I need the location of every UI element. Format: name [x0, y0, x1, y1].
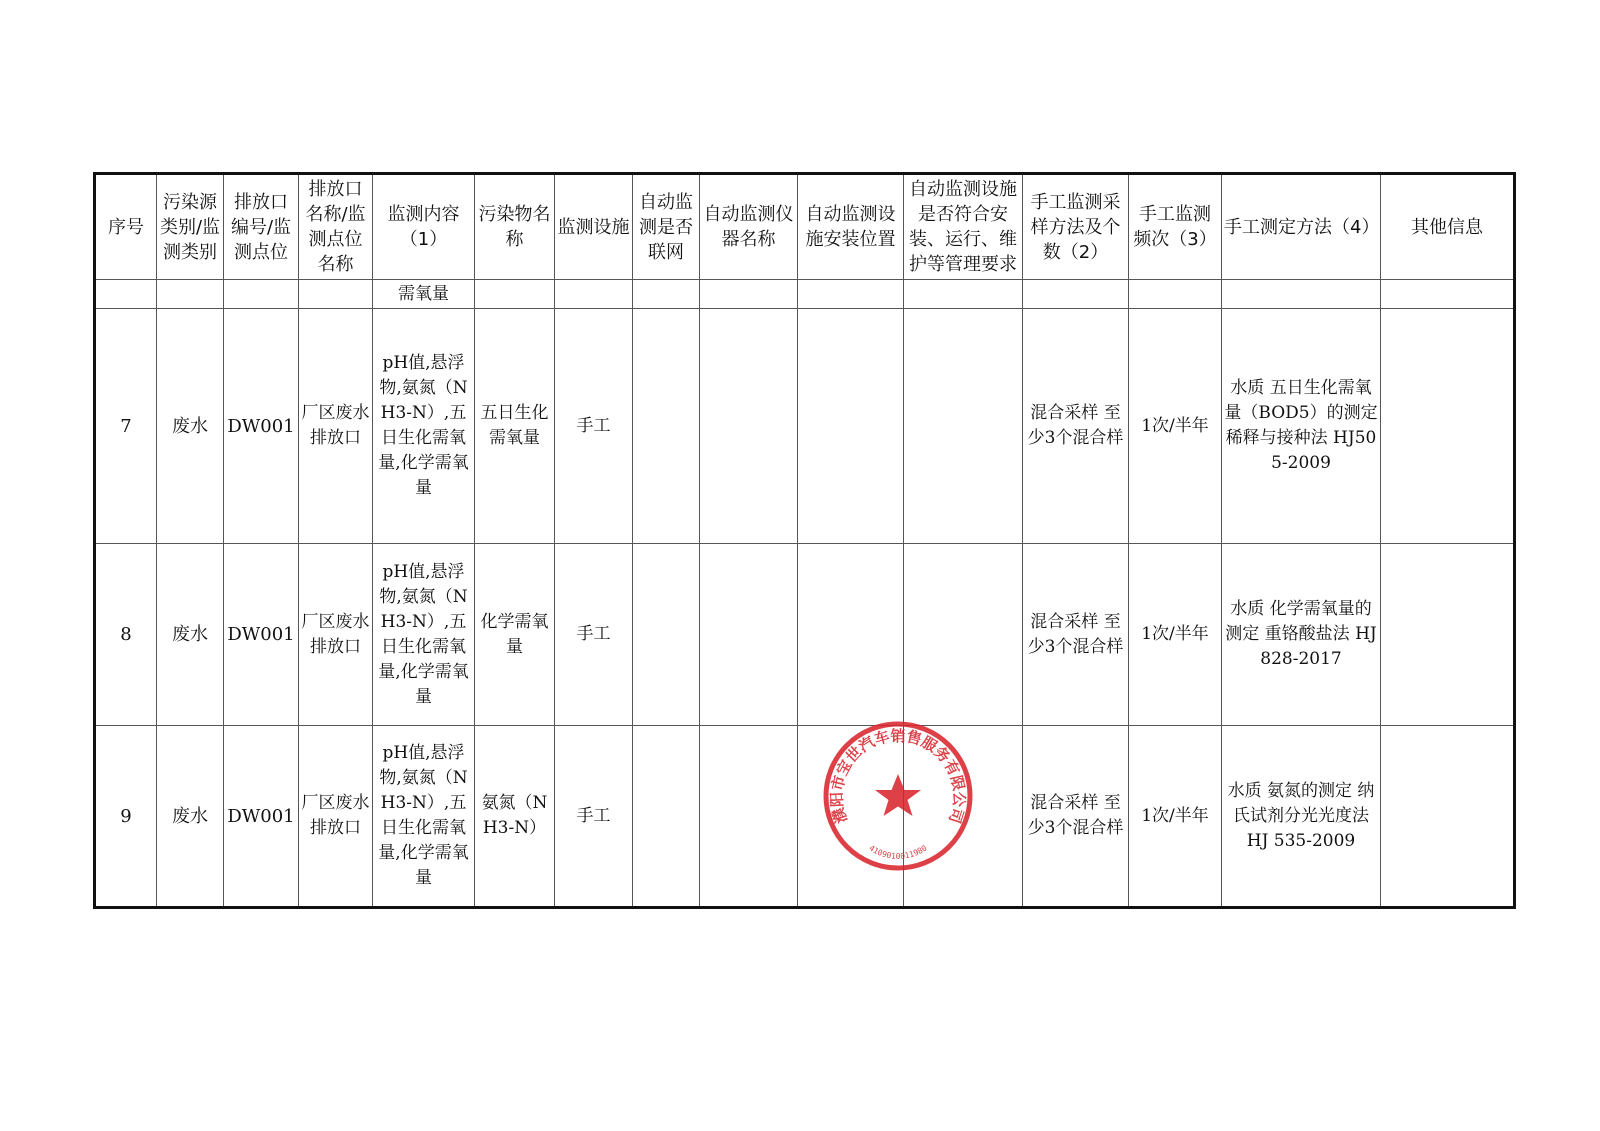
- header-auto-networked: 自动监测是否联网: [633, 174, 700, 280]
- row-outlet-code: DW001: [224, 544, 299, 726]
- header-manual-method: 手工测定方法（4）: [1222, 174, 1381, 280]
- header-manual-frequency: 手工监测频次（3）: [1129, 174, 1222, 280]
- row-facility: 手工: [555, 309, 633, 544]
- row-auto-compliance: [904, 544, 1023, 726]
- row-other: [1381, 309, 1515, 544]
- row-category: 废水: [157, 544, 224, 726]
- row-no: 9: [95, 726, 157, 908]
- row-other: [1381, 726, 1515, 908]
- header-monitoring-content: 监测内容（1）: [373, 174, 475, 280]
- row-auto-instrument: [700, 309, 798, 544]
- row-manual-sampling: 混合采样 至少3个混合样: [1023, 544, 1129, 726]
- row-manual-sampling: 混合采样 至少3个混合样: [1023, 309, 1129, 544]
- row-manual-frequency: 1次/半年: [1129, 309, 1222, 544]
- table-row: [95, 544, 1515, 726]
- table-cell: [798, 280, 904, 309]
- table-cell: [475, 280, 555, 309]
- seal-star-icon: [875, 774, 921, 816]
- row-no: 8: [95, 544, 157, 726]
- table-cell: [224, 280, 299, 309]
- table-cell: [633, 280, 700, 309]
- row-facility: 手工: [555, 726, 633, 908]
- row-outlet-name: 厂区废水排放口: [299, 726, 373, 908]
- row-outlet-code: DW001: [224, 726, 299, 908]
- header-pollutant: 污染物名称: [475, 174, 555, 280]
- row-category: 废水: [157, 309, 224, 544]
- row-auto-location: [798, 309, 904, 544]
- header-outlet-name: 排放口名称/监测点位名称: [299, 174, 373, 280]
- table-cell: [299, 280, 373, 309]
- table-cell: [1381, 280, 1515, 309]
- row-no: 7: [95, 309, 157, 544]
- row-manual-method: 水质 五日生化需氧量（BOD5）的测定 稀释与接种法 HJ505-2009: [1222, 309, 1381, 544]
- table-row: [95, 726, 1515, 908]
- header-auto-compliance: 自动监测设施是否符合安装、运行、维护等管理要求: [904, 174, 1023, 280]
- row-auto-networked: [633, 544, 700, 726]
- row-manual-method: 水质 化学需氧量的测定 重铬酸盐法 HJ 828-2017: [1222, 544, 1381, 726]
- continuation-monitoring-content: 需氧量: [373, 280, 475, 309]
- row-auto-instrument: [700, 726, 798, 908]
- table-cell: [1129, 280, 1222, 309]
- row-auto-compliance: [904, 309, 1023, 544]
- row-other: [1381, 544, 1515, 726]
- row-monitoring-content: pH值,悬浮物,氨氮（NH3-N）,五日生化需氧量,化学需氧量: [373, 726, 475, 908]
- monitoring-table: [93, 172, 1516, 909]
- header-other: 其他信息: [1381, 174, 1515, 280]
- table-cell: [95, 280, 157, 309]
- row-monitoring-content: pH值,悬浮物,氨氮（NH3-N）,五日生化需氧量,化学需氧量: [373, 309, 475, 544]
- row-outlet-code: DW001: [224, 309, 299, 544]
- header-no: 序号: [95, 174, 157, 280]
- header-facility: 监测设施: [555, 174, 633, 280]
- row-outlet-name: 厂区废水排放口: [299, 544, 373, 726]
- row-outlet-name: 厂区废水排放口: [299, 309, 373, 544]
- header-auto-instrument: 自动监测仪器名称: [700, 174, 798, 280]
- row-manual-frequency: 1次/半年: [1129, 726, 1222, 908]
- seal-text: 濮阳市宝世汽车销售服务有限公司: [827, 726, 969, 826]
- table-row: [95, 309, 1515, 544]
- table-cell: [1023, 280, 1129, 309]
- table-cell: [157, 280, 224, 309]
- row-manual-method: 水质 氨氮的测定 纳氏试剂分光光度法 HJ 535-2009: [1222, 726, 1381, 908]
- row-pollutant: 五日生化需氧量: [475, 309, 555, 544]
- row-pollutant: 氨氮（NH3-N）: [475, 726, 555, 908]
- table-cell: [555, 280, 633, 309]
- table-cell: [700, 280, 798, 309]
- header-manual-sampling: 手工监测采样方法及个数（2）: [1023, 174, 1129, 280]
- header-auto-location: 自动监测设施安装位置: [798, 174, 904, 280]
- header-row: [95, 174, 1515, 280]
- row-auto-instrument: [700, 544, 798, 726]
- header-category: 污染源类别/监测类别: [157, 174, 224, 280]
- row-category: 废水: [157, 726, 224, 908]
- row-auto-networked: [633, 726, 700, 908]
- company-seal: [820, 718, 976, 874]
- table-cell: [904, 280, 1023, 309]
- row-manual-sampling: 混合采样 至少3个混合样: [1023, 726, 1129, 908]
- row-manual-frequency: 1次/半年: [1129, 544, 1222, 726]
- table-cell: [1222, 280, 1381, 309]
- continuation-row: [95, 280, 1515, 309]
- row-monitoring-content: pH值,悬浮物,氨氮（NH3-N）,五日生化需氧量,化学需氧量: [373, 544, 475, 726]
- seal-serial: 4109010011980: [867, 843, 929, 861]
- monitoring-table-sheet: [93, 172, 1513, 909]
- header-outlet-code: 排放口编号/监测点位: [224, 174, 299, 280]
- row-facility: 手工: [555, 544, 633, 726]
- row-auto-networked: [633, 309, 700, 544]
- row-pollutant: 化学需氧量: [475, 544, 555, 726]
- row-auto-location: [798, 544, 904, 726]
